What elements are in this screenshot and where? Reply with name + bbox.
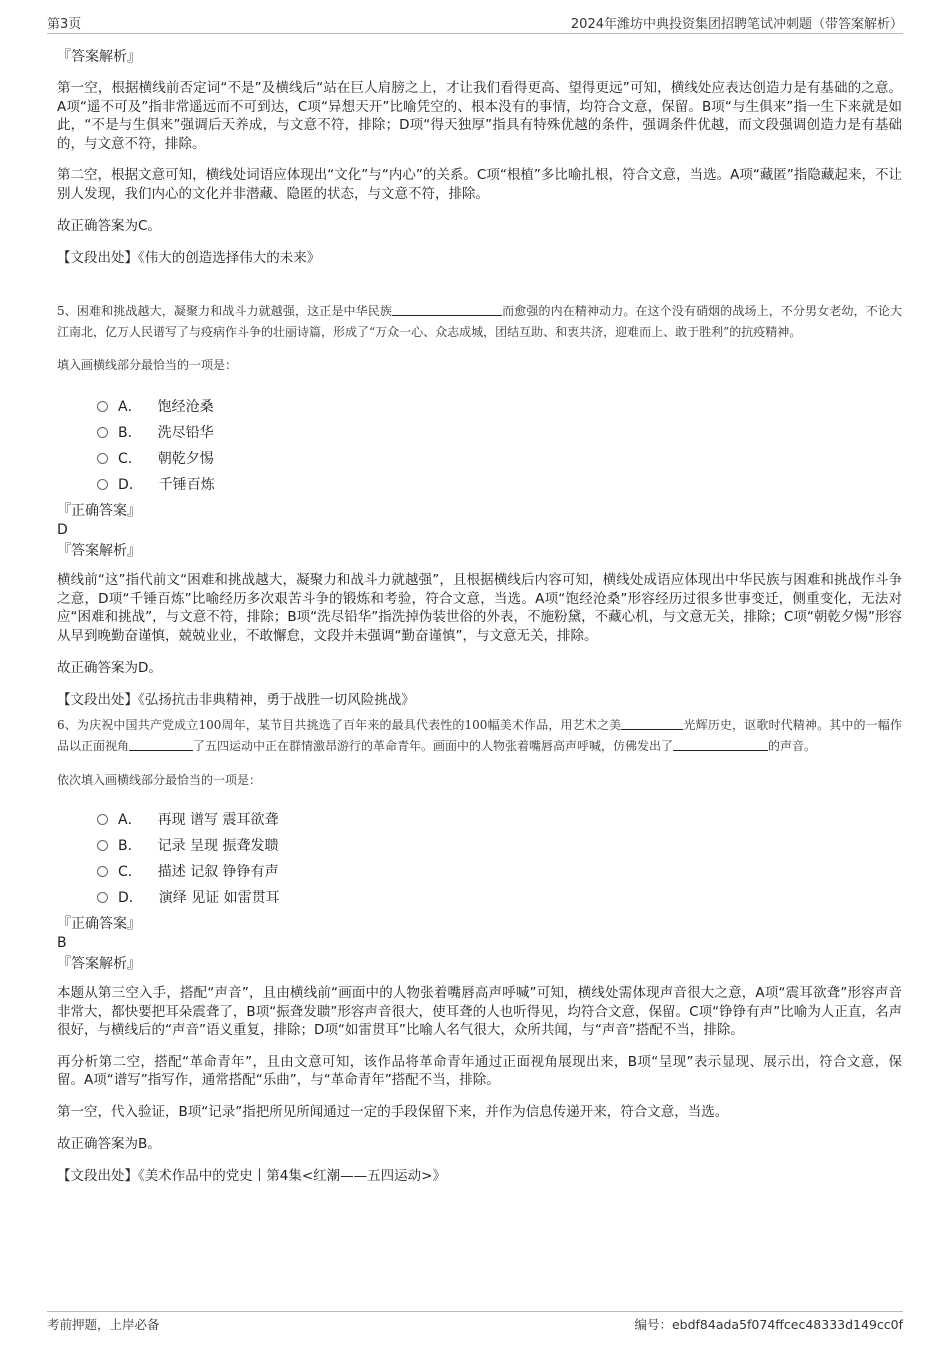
footer-slogan: 考前押题，上岸必备 <box>47 1317 160 1332</box>
q6-analysis-label: 『答案解析』 <box>57 956 141 972</box>
q5-instruction: 填入画横线部分最恰当的一项是： <box>57 358 238 372</box>
radio-icon[interactable] <box>97 479 108 490</box>
q6-options <box>97 807 902 911</box>
q6-analysis-p1: 本题从第三空入手，搭配“声音”，且由横线前“画面中的人物张着嘴唇高声呼喊”可知，横线处需体现声音很大之意，A项“震耳欲聋”形容声音非常大，都快要把耳朵震聋了，B项“振聋发聩”形容声音很大，使耳聋的人也听得见，均符合文意，保留。C项“铮铮有声”比喻为人正直，名声很好，与横线后的“声音”语义重复，排除；D项“如雷贯耳”比喻人名气很大，众所共闻，与“声音”搭配不当，排除。 <box>57 985 902 1038</box>
q5-conclusion: 故正确答案为D。 <box>57 660 162 676</box>
radio-icon[interactable] <box>97 453 108 464</box>
q5-option-a[interactable]: A． 饱经沧桑 <box>97 394 902 420</box>
document-title: 2024年潍坊中典投资集团招聘笔试冲刺题（带答案解析） <box>570 17 903 32</box>
radio-icon[interactable] <box>97 840 108 851</box>
q5-option-c[interactable]: C． 朝乾夕惕 <box>97 446 902 472</box>
page-header <box>47 13 903 33</box>
q5-source: 【文段出处】《弘扬抗击非典精神，勇于战胜一切风险挑战》 <box>57 691 415 708</box>
q5-correct-label: 『正确答案』 <box>57 503 141 519</box>
q6-analysis-p2: 再分析第二空，搭配“革命青年”，且由文意可知，该作品将革命青年通过正面视角展现出来，B项“呈现”表示显现、展示出，符合文意，保留。A项“谱写”指写作，通常搭配“乐曲”，与“革命青年”搭配不当，排除。 <box>57 1053 902 1088</box>
q6-blank-2 <box>129 737 193 751</box>
q6-blank-3 <box>673 737 768 751</box>
q6-option-d[interactable]: D． 演绎 见证 如雷贯耳 <box>97 885 902 911</box>
document-code: 编号：ebdf84ada5f074ffcec48333d149cc0f <box>634 1317 903 1332</box>
q4-analysis-label: 『答案解析』 <box>57 49 141 65</box>
q6-instruction: 依次填入画横线部分最恰当的一项是： <box>57 773 262 787</box>
q5-blank <box>392 302 502 316</box>
radio-icon[interactable] <box>97 866 108 877</box>
q4-analysis-p2: 第二空，根据文意可知，横线处词语应体现出“文化”与“内心”的关系。C项“根植”多比喻扎根，符合文意，当选。A项“藏匿”指隐藏起来，不让别人发现，我们内心的文化并非潜藏、隐匿的状态，与文意不符，排除。 <box>57 167 902 202</box>
page-number: 第3页 <box>47 17 82 32</box>
q6-source: 【文段出处】《美术作品中的党史丨第4集<红潮——五四运动>》 <box>57 1167 446 1184</box>
q4-source: 【文段出处】《伟大的创造选择伟大的未来》 <box>57 249 321 266</box>
radio-icon[interactable] <box>97 427 108 438</box>
q4-conclusion: 故正确答案为C。 <box>57 218 161 234</box>
radio-icon[interactable] <box>97 401 108 412</box>
q5-correct-value: D <box>57 522 68 538</box>
q6-option-b[interactable]: B． 记录 呈现 振聋发聩 <box>97 833 902 859</box>
q4-analysis-p1: 第一空，根据横线前否定词“不是”及横线后“站在巨人肩膀之上，才让我们看得更高、望得更远”可知，横线处应表达创造力是有基础的之意。A项“遥不可及”指非常遥远而不可到达，C项“异想天开”比喻凭空的、根本没有的事情，均符合文意，保留。B项“与生俱来”指一生下来就是如此，“不是与生俱来”强调后天养成，与文意不符，排除；D项“得天独厚”指具有特殊优越的条件，强调条件优越，而文段强调创造力是有基础的，与文意不符，排除。 <box>57 80 902 152</box>
q6-correct-value: B <box>57 935 67 951</box>
q6-option-a[interactable]: A． 再现 谱写 震耳欲聋 <box>97 807 902 833</box>
q5-options <box>97 394 902 498</box>
q5-option-d[interactable]: D． 千锤百炼 <box>97 472 902 498</box>
q5-analysis: 横线前“这”指代前文“困难和挑战越大，凝聚力和战斗力就越强”，且根据横线后内容可知，横线处成语应体现出中华民族与困难和挑战作斗争之意，D项“千锤百炼”比喻经历多次艰苦斗争的锻炼和考验，符合文意，当选。A项“饱经沧桑”形容经历过很多世事变迁，侧重变化，无法对应“困难和挑战”，与文意不符，排除；B项“洗尽铅华”指洗掉伪装世俗的外表，不施粉黛，不藏心机，与文意无关，排除；C项“朝乾夕惕”形容从早到晚勤奋谨慎，兢兢业业，不敢懈怠，文段并未强调“勤奋谨慎”，与文意无关，排除。 <box>57 572 902 644</box>
q6-blank-1 <box>621 716 683 730</box>
q6-stem: 6、为庆祝中国共产党成立100周年，某节目共挑选了百年来的最具代表性的100幅美术作品，用艺术之美 光辉历史，讴歌时代精神。其中的一幅作品以正面视角 了五四运动中正在群情激昂游行的革命青年。画面中的人物张着嘴唇高声呼喊，仿佛发出了 的声音。 <box>57 718 902 753</box>
q5-stem: 5、困难和挑战越大，凝聚力和战斗力就越强，这正是中华民族 而愈强的内在精神动力。在这个没有硝烟的战场上，不分男女老幼，不论大江南北，亿万人民谱写了与疫病作斗争的壮丽诗篇，形成了“万众一心、众志成城，团结互助、和衷共济，迎难而上、敢于胜利”的抗疫精神。 <box>57 304 902 339</box>
radio-icon[interactable] <box>97 814 108 825</box>
header-divider <box>47 33 903 34</box>
q6-analysis-p3: 第一空，代入验证，B项“记录”指把所见所闻通过一定的手段保留下来，并作为信息传递开来，符合文意，当选。 <box>57 1103 729 1120</box>
footer-divider <box>47 1311 903 1312</box>
radio-icon[interactable] <box>97 892 108 903</box>
q6-conclusion: 故正确答案为B。 <box>57 1136 161 1152</box>
q6-correct-label: 『正确答案』 <box>57 916 141 932</box>
q5-analysis-label: 『答案解析』 <box>57 543 141 559</box>
document-body <box>57 47 902 1185</box>
q5-option-b[interactable]: B． 洗尽铅华 <box>97 420 902 446</box>
q6-option-c[interactable]: C． 描述 记叙 铮铮有声 <box>97 859 902 885</box>
